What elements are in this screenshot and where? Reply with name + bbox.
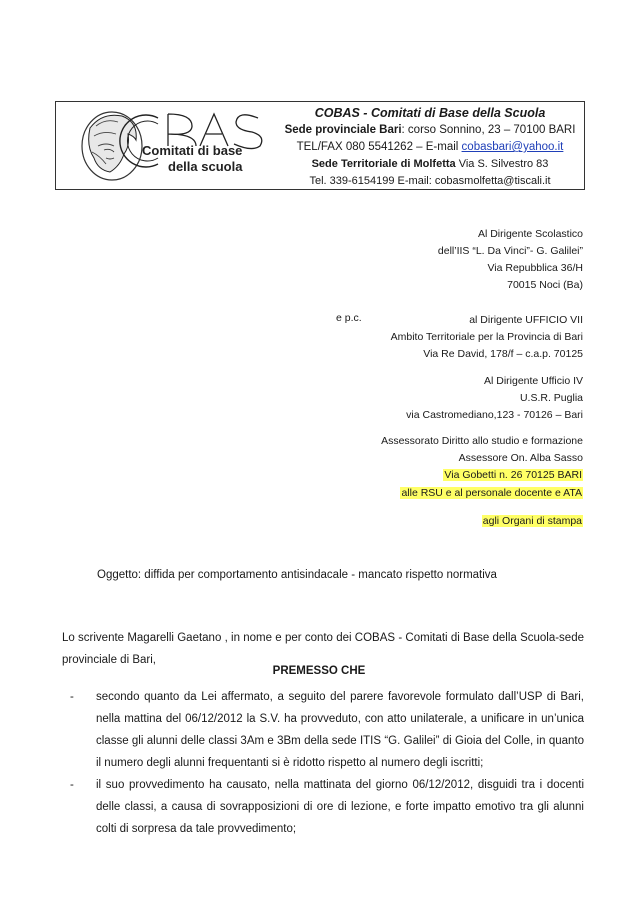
- cobas-logo: [56, 102, 276, 189]
- recipient-primary: [163, 226, 583, 294]
- recipient-line: dell’IIS “L. Da Vinci”- G. Galilei”: [437, 245, 583, 257]
- recipient-ufficio-vii: [163, 312, 583, 363]
- branch-line: [276, 156, 584, 173]
- recipient-line: U.S.R. Puglia: [519, 392, 583, 404]
- bullet-text: il suo provvedimento ha causato, nella mattinata del giorno 06/12/2012, disguidi tra i docenti delle classi, a causa di sovrapposizioni di ore di lezione, e forte impatto emotivo tra gli alunni colti di sorpresa da tale provvedimento;: [96, 779, 584, 835]
- logo-caption-line2: della scuola: [168, 159, 243, 174]
- contact-prefix: TEL/FAX 080 5541262 – E-mail: [296, 141, 462, 153]
- recipient-assessorato: [163, 433, 583, 484]
- recipient-line: Via Repubblica 36/H: [487, 262, 583, 274]
- list-item: [62, 686, 584, 774]
- branch-label: Sede Territoriale di Molfetta: [311, 158, 456, 170]
- cc-label: e p.c.: [336, 312, 362, 324]
- list-item: [62, 774, 584, 840]
- logo-caption-line1: Comitati di base: [142, 143, 243, 158]
- hq-label: Sede provinciale Bari: [284, 124, 402, 136]
- stampa-line: agli Organi di stampa: [482, 515, 582, 527]
- premesso-heading: PREMESSO CHE: [272, 665, 366, 677]
- bullet-dash: -: [70, 779, 74, 791]
- rsu-line: alle RSU e al personale docente e ATA: [401, 487, 582, 499]
- recipient-rsu: [163, 485, 583, 502]
- recipient-line: 70015 Noci (Ba): [507, 279, 583, 291]
- email-link[interactable]: cobasbari@yahoo.it: [461, 141, 564, 153]
- intro-paragraph: Lo scrivente Magarelli Gaetano , in nome e per conto dei COBAS - Comitati di Base della Scuola-sede provinciale di Bari,: [62, 632, 584, 666]
- recipient-stampa: [163, 513, 583, 530]
- logo-caption: [142, 143, 242, 175]
- hq-line: [276, 122, 584, 139]
- letterhead: [55, 101, 585, 190]
- assessorato-address: Via Gobetti n. 26 70125 BARI: [444, 469, 582, 481]
- bullet-dash: -: [70, 691, 74, 703]
- org-info: [276, 102, 584, 189]
- recipient-line: Assessorato Diritto allo studio e formazione: [381, 435, 583, 447]
- recipient-line: Al Dirigente Ufficio IV: [483, 375, 583, 387]
- recipient-ufficio-iv: [163, 373, 583, 424]
- contact-line: [276, 139, 584, 156]
- recipient-line: Ambito Territoriale per la Provincia di Bari: [390, 331, 583, 343]
- org-title: COBAS - Comitati di Base della Scuola: [314, 106, 546, 120]
- recipient-line: Al Dirigente Scolastico: [477, 228, 583, 240]
- recipient-line: al Dirigente UFFICIO VII: [469, 314, 583, 326]
- recipient-line: Via Re David, 178/f – c.a.p. 70125: [423, 348, 583, 360]
- recipient-line: via Castromediano,123 - 70126 – Bari: [406, 409, 583, 421]
- premesso-list: [62, 686, 584, 840]
- hq-address: : corso Sonnino, 23 – 70100 BARI: [401, 124, 576, 136]
- bullet-text: secondo quanto da Lei affermato, a seguito del parere favorevole formulato dall’USP di Bari, nella mattina del 06/12/2012 la S.V. ha provveduto, con atto unilaterale, a unificare in un’unica classe gli alunni delle classi 3Am e 3Bm della sede ITIS “G. Galilei” di Gioia del Colle, in quanto il numero degli alunni frequentanti si è ridotto rispetto al numero degli iscritti;: [96, 691, 584, 769]
- recipient-line: Assessore On. Alba Sasso: [458, 452, 583, 464]
- subject-line: Oggetto: diffida per comportamento antisindacale - mancato rispetto normativa: [97, 569, 497, 581]
- branch-address: Via S. Silvestro 83: [455, 158, 549, 170]
- branch-contact: Tel. 339-6154199 E-mail: cobasmolfetta@tiscali.it: [309, 175, 551, 187]
